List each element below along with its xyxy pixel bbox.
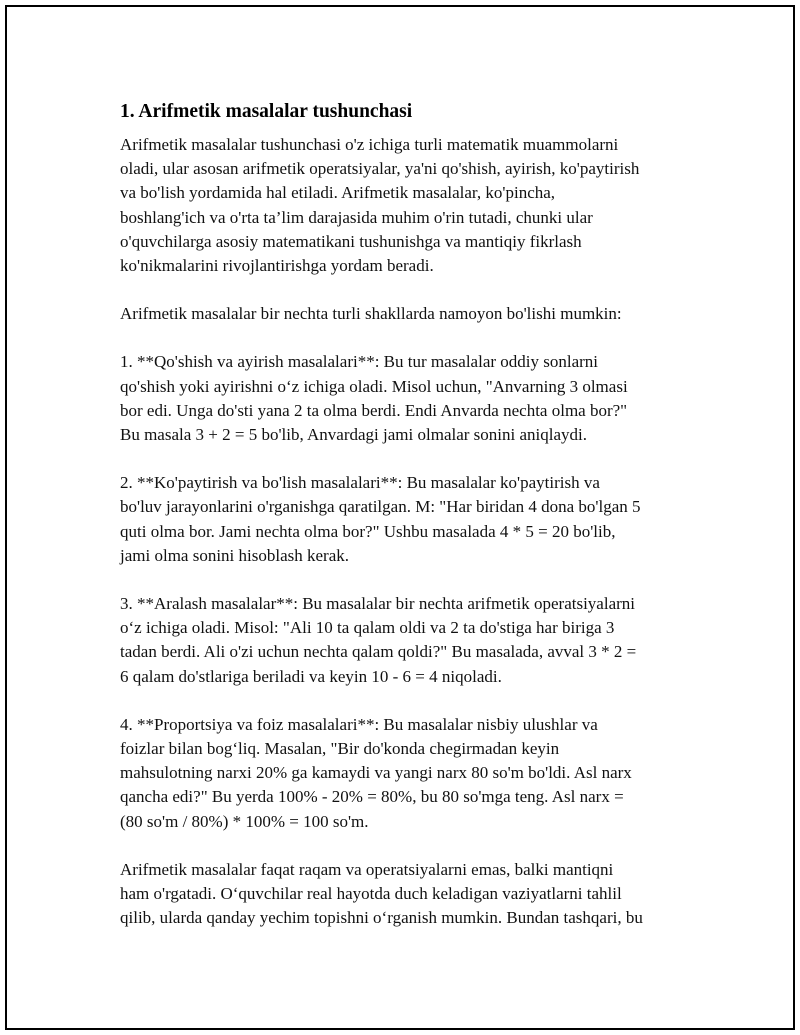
text-line: qancha edi?" Bu yerda 100% - 20% = 80%, bu 80 so'mga teng. Asl narx = (120, 787, 624, 807)
section-heading: 1. Arifmetik masalalar tushunchasi (120, 101, 413, 122)
text-line: boshlang'ich va o'rta ta’lim darajasida muhim o'rin tutadi, chunki ular (120, 207, 593, 227)
text-line: tadan berdi. Ali o'zi uchun nechta qalam qoldi?" Bu masalada, avval 3 * 2 = (120, 642, 637, 662)
text-line: Bu masala 3 + 2 = 5 bo'lib, Anvardagi jami olmalar sonini aniqlaydi. (120, 425, 587, 445)
text-line: jami olma sonini hisoblash kerak. (120, 545, 349, 565)
paragraph-item-1 (120, 350, 695, 447)
text-line: oladi, ular asosan arifmetik operatsiyalar, ya'ni qo'shish, ayirish, ko'paytirish (120, 159, 640, 179)
paragraph-conclusion (120, 858, 695, 931)
text-line: qilib, ularda qanday yechim topishni o‘rganish mumkin. Bundan tashqari, bu (120, 908, 643, 928)
text-line: Arifmetik masalalar bir nechta turli shakllarda namoyon bo'lishi mumkin: (120, 304, 622, 324)
text-line: ham o'rgatadi. O‘quvchilar real hayotda duch keladigan vaziyatlarni tahlil (120, 884, 622, 904)
text-line: foizlar bilan bog‘liq. Masalan, "Bir do'konda chegirmadan keyin (120, 739, 560, 759)
text-line: 2. **Ko'paytirish va bo'lish masalalari**: Bu masalalar ko'paytirish va (120, 473, 600, 493)
text-line: bor edi. Unga do'sti yana 2 ta olma berdi. Endi Anvarda nechta olma bor?" (120, 400, 628, 420)
document-body (120, 99, 695, 954)
text-line: o‘z ichiga oladi. Misol: "Ali 10 ta qalam oldi va 2 ta do'stiga har biriga 3 (120, 618, 615, 638)
text-line: qo'shish yoki ayirishni o‘z ichiga oladi. Misol uchun, "Anvarning 3 olmasi (120, 376, 628, 396)
paragraph-item-4 (120, 713, 695, 834)
text-line: Arifmetik masalalar tushunchasi o'z ichiga turli matematik muammolarni (120, 135, 619, 154)
text-line: 1. **Qo'shish va ayirish masalalari**: Bu tur masalalar oddiy sonlarni (120, 352, 599, 372)
text-line: quti olma bor. Jami nechta olma bor?" Ushbu masalada 4 * 5 = 20 bo'lib, (120, 521, 616, 541)
text-line: va bo'lish yordamida hal etiladi. Arifmetik masalalar, ko'pincha, (120, 183, 556, 203)
page-frame (5, 5, 795, 1030)
text-line: bo'luv jarayonlarini o'rganishga qaratilgan. M: "Har biridan 4 dona bo'lgan 5 (120, 497, 641, 517)
text-line: mahsulotning narxi 20% ga kamaydi va yangi narx 80 so'm bo'ldi. Asl narx (120, 763, 632, 783)
text-line: Arifmetik masalalar faqat raqam va operatsiyalarni emas, balki mantiqni (120, 859, 614, 879)
text-line: (80 so'm / 80%) * 100% = 100 so'm. (120, 811, 369, 831)
text-line: ko'nikmalarini rivojlantirishga yordam beradi. (120, 256, 434, 276)
paragraph-intro (120, 133, 695, 278)
text-line: 3. **Aralash masalalar**: Bu masalalar bir nechta arifmetik operatsiyalarni (120, 594, 635, 614)
paragraph-forms (120, 302, 695, 326)
text-line: 6 qalam do'stlariga beriladi va keyin 10 - 6 = 4 niqoladi. (120, 666, 502, 686)
paragraph-item-2 (120, 471, 695, 568)
paragraph-item-3 (120, 592, 695, 689)
text-line: o'quvchilarga asosiy matematikani tushunishga va mantiqiy fikrlash (120, 231, 582, 251)
text-line: 4. **Proportsiya va foiz masalalari**: Bu masalalar nisbiy ulushlar va (120, 714, 598, 734)
